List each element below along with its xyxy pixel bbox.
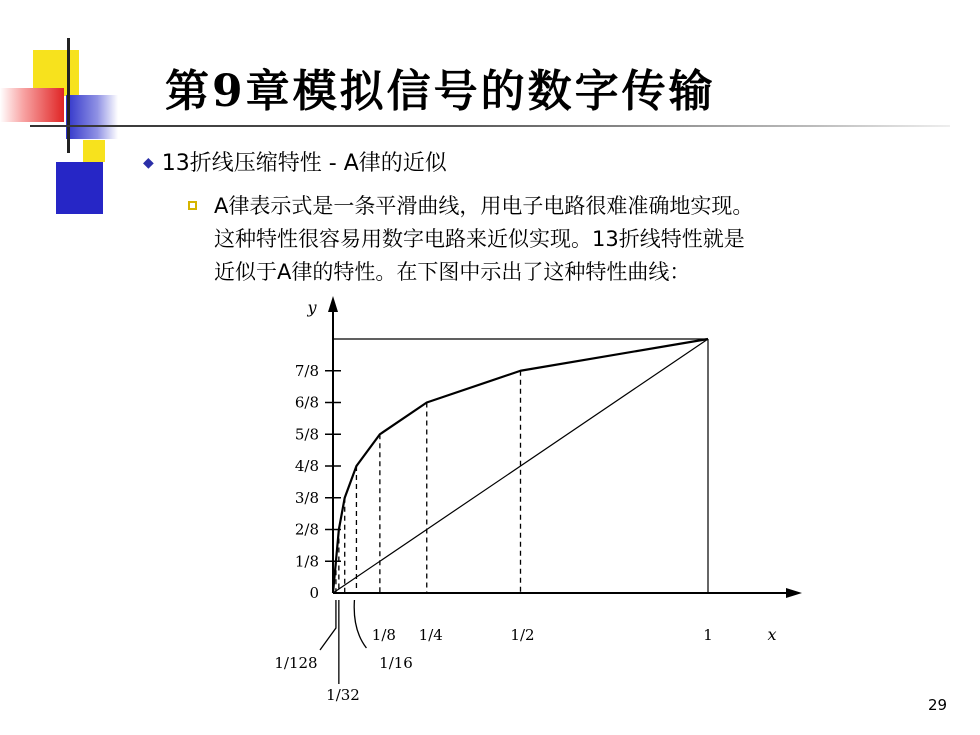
x-tick-label: 1/8 [371,626,396,644]
y-tick-label: 1/8 [294,552,319,571]
y-tick-label: 5/8 [294,425,319,444]
bullet-text: 13折线压缩特性 - A律的近似 [161,151,447,176]
x-tick-label: 1 [703,626,713,644]
text-line-1: A律表示式是一条平滑曲线，用电子电路很难准确地实现。 [214,194,754,218]
diamond-bullet-icon: ◆ [143,155,154,171]
y-tick-label: 6/8 [294,393,319,412]
y-tick-label: 7/8 [294,361,319,380]
x-axis-arrow [786,588,802,598]
text-line-2: 这种特性很容易用数字电路来近似实现。13折线特性就是 [214,227,745,251]
x-tick-label: 1/16 [379,654,413,672]
page-number: 29 [928,696,948,714]
y-tick-label: 3/8 [294,488,319,507]
chart-axes [325,296,802,598]
x-tick-label: 1/4 [418,626,443,644]
x-tick-label: 1/2 [510,626,535,644]
y-tick-label: 0 [309,584,319,602]
y-tick-label: 4/8 [294,457,319,475]
y-axis-arrow [328,296,338,312]
x-tick-label: 1/32 [326,686,360,704]
leader-1-16 [354,600,366,648]
chart-labels [274,298,776,704]
y-axis-letter: y [307,298,317,317]
x-tick-label: 1/128 [274,654,318,672]
leader-1-128 [320,600,336,650]
text-line-3: 近似于A律的特性。在下图中示出了这种特性曲线： [214,260,691,284]
y-tick-label: 2/8 [294,520,319,539]
slide-title: 第9章模拟信号的数字传输 [165,66,716,117]
x-axis-letter: x [767,625,777,644]
